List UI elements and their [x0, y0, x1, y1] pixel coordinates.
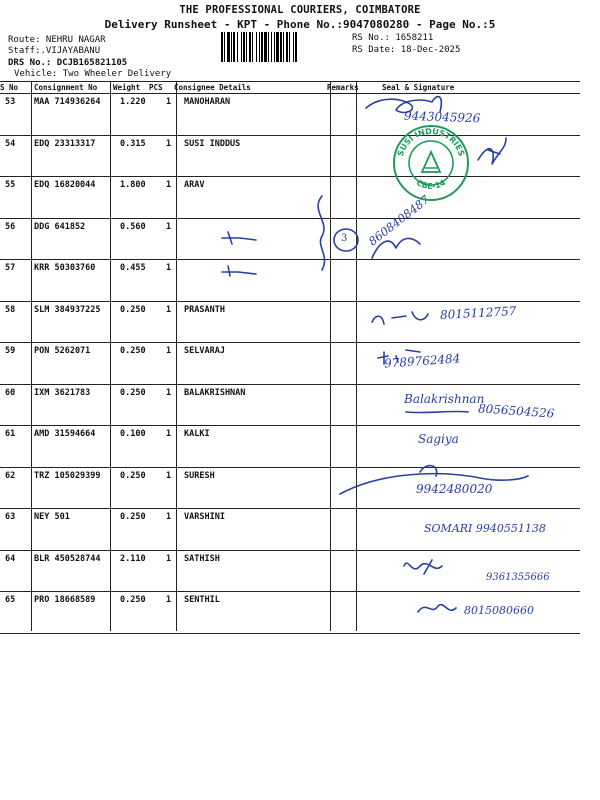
sno-cell: 62 [5, 470, 16, 481]
handwritten-phone: 9789762484 [383, 351, 461, 371]
weight-cell: 2.110 [120, 553, 146, 564]
col-header-consignment: Consignment No [34, 83, 98, 92]
col-header-signature: Seal & Signature [382, 83, 455, 92]
consignment-cell: NEY 501 [34, 512, 70, 522]
sno-cell: 53 [5, 97, 16, 107]
pcs-cell: 1 [166, 553, 172, 564]
pcs-cell: 1 [166, 304, 172, 315]
signature-scribble [418, 605, 456, 612]
ditto-mark [222, 266, 256, 276]
company-title: THE PROFESSIONAL COURIERS, COIMBATORE [179, 4, 421, 16]
sno-cell: 61 [5, 429, 16, 439]
handwritten-name: Sagiya [418, 432, 459, 446]
handwritten-phone: 8015112757 [439, 304, 517, 322]
sno-cell: 65 [5, 595, 16, 605]
col-header-consignee: Consignee Details [174, 83, 251, 92]
pcs-cell: 1 [166, 595, 172, 605]
sno-cell: 56 [5, 221, 16, 232]
sno-cell: 55 [5, 180, 16, 190]
consignee-cell: BALAKRISHNAN [184, 387, 246, 398]
consignee-cell: MANOHARAN [184, 97, 231, 107]
pcs-cell: 1 [166, 97, 172, 107]
consignee-cell: KALKI [184, 429, 210, 439]
weight-cell: 0.315 [120, 138, 146, 149]
weight-cell: 0.250 [120, 595, 146, 605]
consignment-cell: PRO 18668589 [34, 595, 96, 605]
sno-cell: 57 [5, 263, 16, 273]
vehicle-label: Vehicle: Two Wheeler Delivery [14, 69, 172, 79]
weight-cell: 0.100 [120, 429, 146, 439]
consignment-cell: DDG 641852 [34, 221, 86, 232]
handwritten-phone: 8608408487 [365, 192, 432, 249]
svg-text:SUSI INDUSTRIES: SUSI INDUSTRIES [395, 126, 467, 158]
ditto-mark [222, 232, 256, 244]
weight-cell: 0.250 [120, 470, 146, 481]
consignment-cell: EDQ 16820044 [34, 180, 96, 190]
weight-cell: 0.250 [120, 346, 146, 356]
consignment-cell: KRR 50303760 [34, 263, 96, 273]
svg-text:CBE-14: CBE-14 [414, 178, 448, 191]
handwritten-name: Balakrishnan [404, 392, 485, 406]
drs-number: DRS No.: DCJB165821105 [8, 58, 128, 68]
consignment-cell: IXM 3621783 [34, 387, 91, 398]
bracket-mark [318, 196, 324, 270]
rs-number: RS No.: 1658211 [352, 33, 434, 43]
consignee-cell: SENTHIL [184, 595, 220, 605]
sno-cell: 60 [5, 387, 16, 398]
handwritten-phone: 8056504526 [477, 401, 555, 421]
signature-scribble [404, 560, 442, 574]
weight-cell: 0.560 [120, 221, 146, 232]
consignment-cell: TRZ 105029399 [34, 470, 101, 481]
consignee-cell: SURESH [184, 470, 215, 481]
runsheet-subtitle: Delivery Runsheet - KPT - Phone No.:9047080280 - Page No.:5 [104, 18, 496, 31]
sno-cell: 59 [5, 346, 16, 356]
consignment-cell: SLM 384937225 [34, 304, 101, 315]
consignment-cell: AMD 31594664 [34, 429, 96, 439]
consignment-cell: EDQ 23313317 [34, 138, 96, 149]
consignment-cell: MAA 714936264 [34, 97, 101, 107]
sno-cell: 64 [5, 553, 16, 564]
handwritten-count: 3 [341, 233, 348, 244]
handwritten-phone: 9942480020 [416, 482, 493, 496]
weight-cell: 0.250 [120, 387, 146, 398]
pcs-cell: 1 [166, 512, 172, 522]
sno-cell: 58 [5, 304, 16, 315]
pcs-cell: 1 [166, 470, 172, 481]
consignment-cell: BLR 450528744 [34, 553, 101, 564]
company-stamp-icon [392, 124, 470, 202]
signature-scribble [406, 411, 468, 412]
handwritten-phone: 8015080660 [464, 604, 534, 617]
staff-label: Staff:.VIJAYABANU [8, 46, 101, 56]
signature-scribble [372, 312, 428, 324]
handwritten-name-phone: SOMARI 9940551138 [424, 522, 546, 535]
signature-scribble [478, 138, 506, 164]
pcs-cell: 1 [166, 263, 172, 273]
pcs-cell: 1 [166, 346, 172, 356]
col-header-sno: S No [0, 83, 19, 92]
pcs-cell: 1 [166, 138, 172, 149]
consignee-cell: VARSHINI [184, 512, 225, 522]
weight-cell: 0.250 [120, 512, 146, 522]
rs-date: RS Date: 18-Dec-2025 [352, 45, 461, 55]
pcs-cell: 1 [166, 387, 172, 398]
consignee-cell: SUSI INDDUS [184, 138, 241, 149]
consignee-cell: SATHISH [184, 553, 220, 564]
pcs-cell: 1 [166, 429, 172, 439]
weight-cell: 1.800 [120, 180, 146, 190]
consignee-cell: PRASANTH [184, 304, 225, 315]
col-header-remarks: Remarks [327, 83, 359, 92]
sno-cell: 54 [5, 138, 16, 149]
weight-cell: 1.220 [120, 97, 146, 107]
pcs-cell: 1 [166, 180, 172, 190]
consignee-cell: ARAV [184, 180, 205, 190]
consignee-cell: SELVARAJ [184, 346, 225, 356]
handwritten-phone: 9443045926 [403, 108, 481, 126]
weight-cell: 0.455 [120, 263, 146, 273]
consignment-cell: PON 5262071 [34, 346, 91, 356]
col-header-weight: Weight [113, 83, 141, 92]
handwritten-phone: 9361355666 [486, 572, 550, 583]
sno-cell: 63 [5, 512, 16, 522]
col-header-pcs: PCS [149, 83, 163, 92]
route-label: Route: NEHRU NAGAR [8, 35, 106, 45]
weight-cell: 0.250 [120, 304, 146, 315]
pcs-cell: 1 [166, 221, 172, 232]
